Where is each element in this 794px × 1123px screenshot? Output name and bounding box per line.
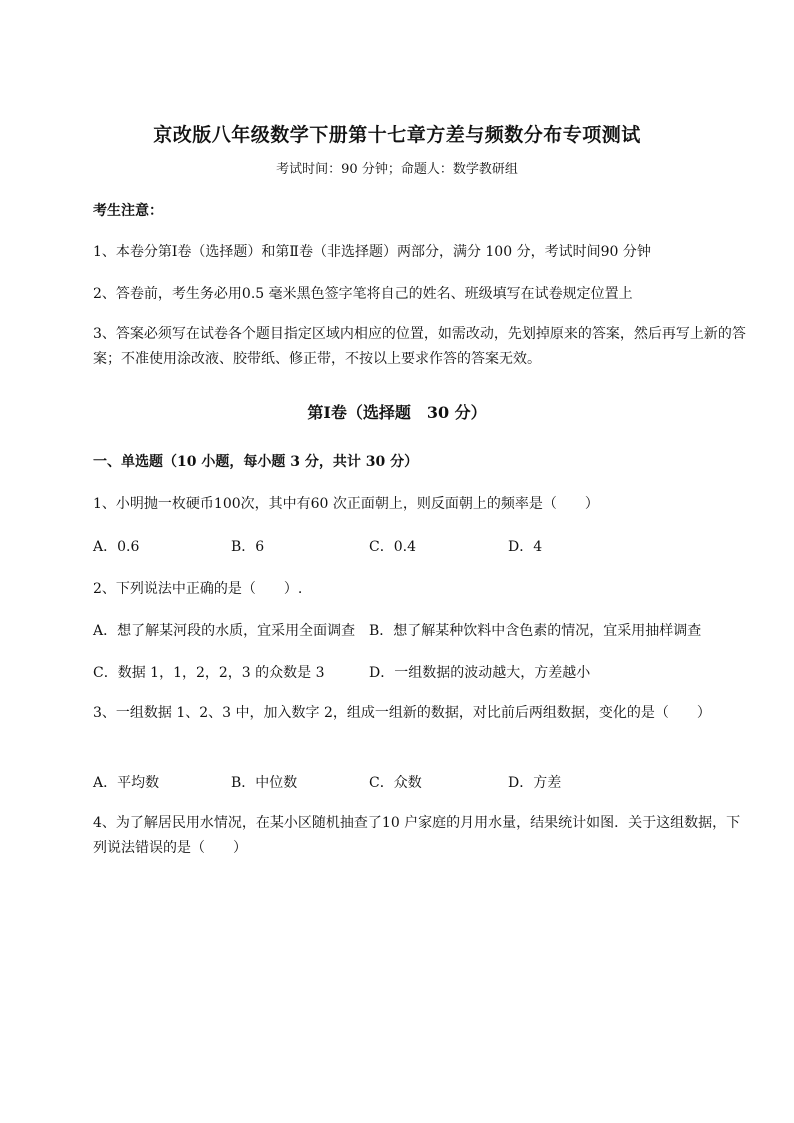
note-item-1: 1、本卷分第Ⅰ卷（选择题）和第Ⅱ卷（非选择题）两部分，满分 100 分，考试时间90 分钟 <box>93 244 651 260</box>
exam-title: 京改版八年级数学下册第十七章方差与频数分布专项测试 <box>153 124 641 146</box>
question-2-option-a: A．想了解某河段的水质，宜采用全面调查 <box>93 623 356 639</box>
section-heading: 一、单选题（10 小题，每小题 3 分，共计 30 分） <box>93 454 419 470</box>
question-3-option-d: D．方差 <box>508 775 562 791</box>
question-3-option-a: A．平均数 <box>93 775 160 791</box>
question-2-option-c: C．数据 1，1，2，2，3 的众数是 3 <box>93 665 325 681</box>
question-2-option-d: D．一组数据的波动越大，方差越小 <box>369 665 591 681</box>
question-3-option-b: B．中位数 <box>231 775 298 791</box>
question-2-option-b: B．想了解某种饮料中含色素的情况，宜采用抽样调查 <box>369 623 702 639</box>
question-1-stem: 1、小明抛一枚硬币100次，其中有60 次正面朝上，则反面朝上的频率是（ ） <box>93 496 599 512</box>
exam-subtitle: 考试时间：90 分钟；命题人：数学教研组 <box>276 162 518 177</box>
question-2-stem: 2、下列说法中正确的是（ ）. <box>93 581 303 597</box>
note-item-3: 3、答案必须写在试卷各个题目指定区域内相应的位置，如需改动，先划掉原来的答案，然后再写上新的答案；不准使用涂改液、胶带纸、修正带，不按以上要求作答的答案无效。 <box>93 326 746 367</box>
question-1-option-c: C．0.4 <box>369 539 416 555</box>
question-1-option-d: D．4 <box>508 539 543 555</box>
question-3-stem: 3、一组数据 1、2、3 中，加入数字 2，组成一组新的数据，对比前后两组数据，变化的是（ ） <box>93 705 711 721</box>
question-4-stem: 4、为了解居民用水情况，在某小区随机抽查了10 户家庭的月用水量，结果统计如图．关于这组数据，下列说法错误的是（ ） <box>93 815 741 856</box>
question-1-option-b: B．6 <box>231 539 265 555</box>
question-1-option-a: A．0.6 <box>93 539 140 555</box>
note-item-2: 2、答卷前，考生务必用0.5 毫米黑色签字笔将自己的姓名、班级填写在试卷规定位置上 <box>93 286 633 302</box>
volume-title: 第Ⅰ卷（选择题 30 分） <box>307 403 487 422</box>
question-3-option-c: C．众数 <box>369 775 422 791</box>
notes-heading: 考生注意： <box>93 203 163 219</box>
